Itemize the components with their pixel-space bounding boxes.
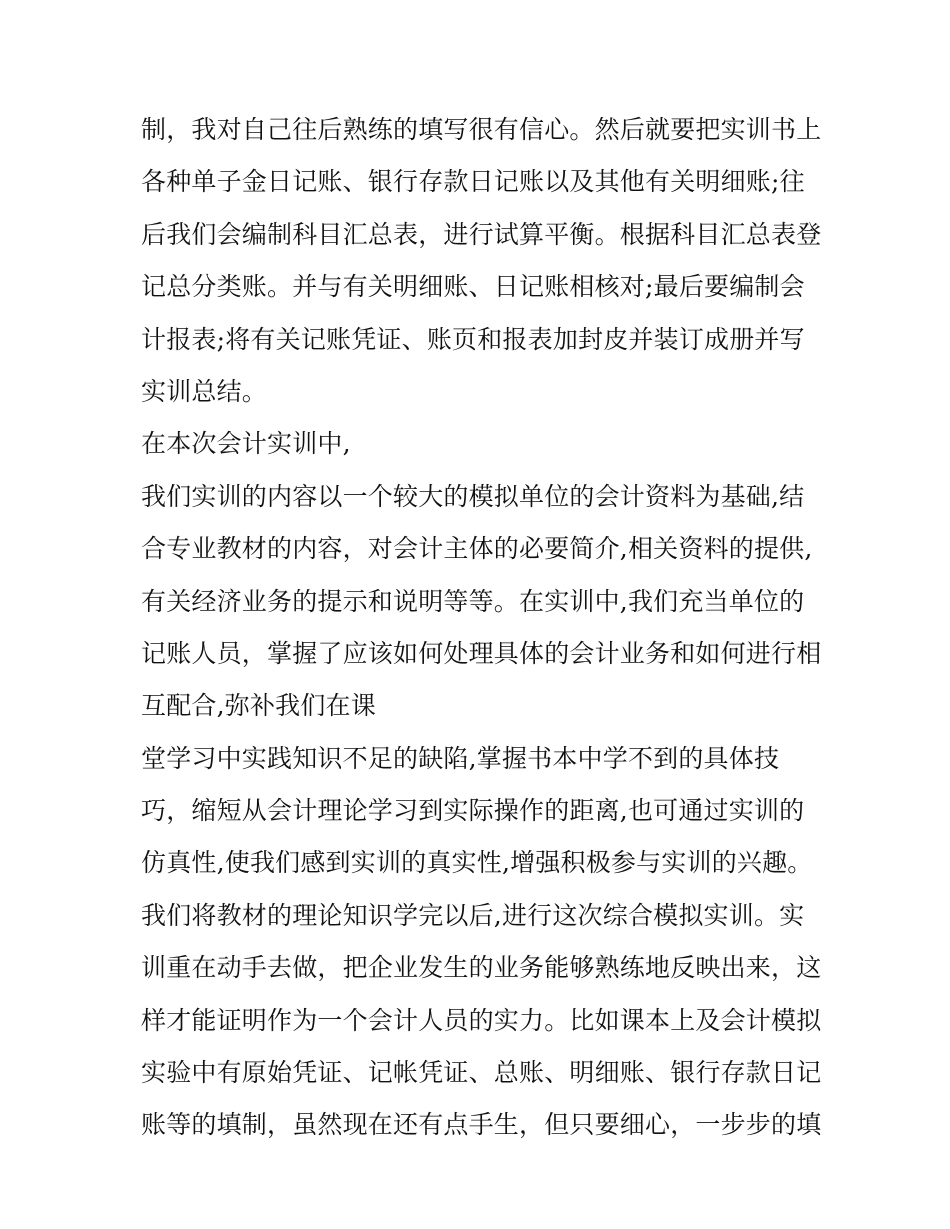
text-line: 合专业教材的内容，对会计主体的必要简介,相关资料的提供, bbox=[141, 534, 813, 564]
text-line: 有关经济业务的提示和说明等等。在实训中,我们充当单位的 bbox=[141, 586, 805, 616]
text-line: 在本次会计实训中, bbox=[141, 429, 351, 459]
text-line: 实验中有原始凭证、记帐凭证、总账、明细账、银行存款日记 bbox=[141, 1058, 822, 1088]
text-line: 我们实训的内容以一个较大的模拟单位的会计资料为基础,结 bbox=[141, 481, 805, 511]
text-line: 互配合,弥补我们在课 bbox=[141, 691, 376, 721]
text-line: 各种单子金日记账、银行存款日记账以及其他有关明细账;往 bbox=[141, 167, 805, 197]
text-line: 制，我对自己往后熟练的填写很有信心。然后就要把实训书上 bbox=[141, 115, 822, 144]
text-line: 实训总结。 bbox=[141, 376, 268, 406]
text-line: 计报表;将有关记账凭证、账页和报表加封皮并装订成册并写 bbox=[141, 324, 805, 354]
text-line: 样才能证明作为一个会计人员的实力。比如课本上及会计模拟 bbox=[141, 1005, 822, 1035]
text-line: 堂学习中实践知识不足的缺陷,掌握书本中学不到的具体技 bbox=[141, 743, 780, 773]
text-line: 仿真性,使我们感到实训的真实性,增强积极参与实训的兴趣。 bbox=[141, 848, 813, 878]
text-line: 训重在动手去做，把企业发生的业务能够熟练地反映出来，这 bbox=[141, 953, 822, 983]
text-line: 后我们会编制科目汇总表，进行试算平衡。根据科目汇总表登 bbox=[141, 219, 822, 249]
text-line: 巧，缩短从会计理论学习到实际操作的距离,也可通过实训的 bbox=[141, 796, 805, 826]
text-line: 记账人员，掌握了应该如何处理具体的会计业务和如何进行相 bbox=[141, 638, 822, 668]
body-text bbox=[141, 104, 821, 1152]
text-line: 记总分类账。并与有关明细账、日记账相核对;最后要编制会 bbox=[141, 272, 805, 302]
text-line: 账等的填制，虽然现在还有点手生，但只要细心，一步步的填 bbox=[141, 1110, 822, 1140]
text-line: 我们将教材的理论知识学完以后,进行这次综合模拟实训。实 bbox=[141, 900, 805, 930]
